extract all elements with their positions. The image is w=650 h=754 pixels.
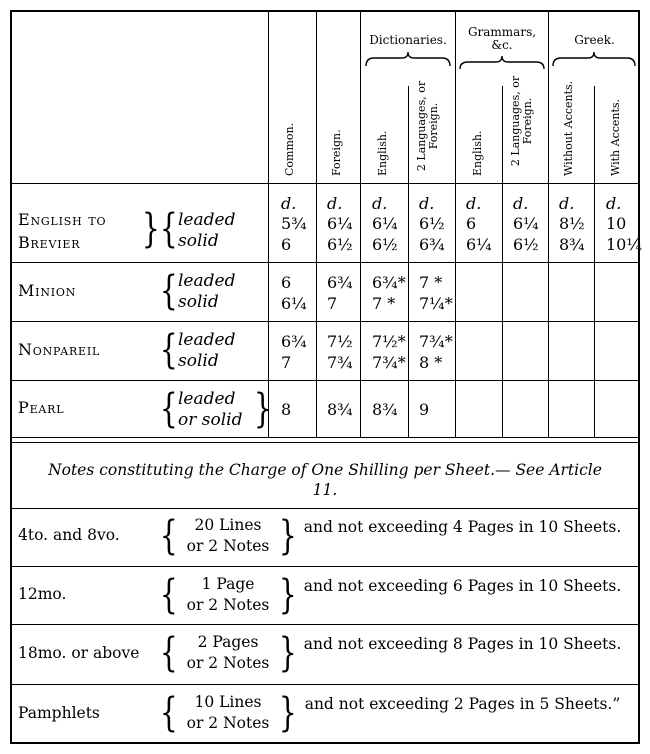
- brace-right: }: [278, 690, 297, 736]
- cell-value: 8: [281, 400, 292, 419]
- cell-value: 6¼: [466, 235, 492, 254]
- cell-value: 8½: [559, 214, 585, 233]
- unit-d: d.: [281, 194, 297, 213]
- col-greek-without: Without Accents.: [562, 80, 575, 176]
- format-line1: 20 Lines: [194, 516, 262, 534]
- unit-d: d.: [419, 194, 435, 213]
- row-rule: [10, 262, 640, 263]
- row-label-nonpareil: Nonpareil: [18, 340, 101, 359]
- column-rule: [594, 86, 595, 438]
- cell-value: 7¼*: [419, 294, 453, 313]
- format-line1: 10 Lines: [194, 693, 262, 711]
- row-rule: [10, 380, 640, 381]
- format-line1: 1 Page: [201, 575, 255, 593]
- dictionaries-header: Dictionaries.: [369, 33, 447, 47]
- cell-value: 7 *: [419, 273, 443, 292]
- cell-value: 8 *: [419, 353, 443, 372]
- cell-value: 6¾: [281, 332, 307, 351]
- section-rule: [10, 508, 640, 509]
- col-gram-english: English.: [471, 130, 484, 176]
- cell-value: 8¾: [372, 400, 398, 419]
- cell-value: 6¾*: [372, 273, 406, 292]
- row-rule: [10, 321, 640, 322]
- cell-value: 7¾*: [372, 353, 406, 372]
- unit-d: d.: [513, 194, 529, 213]
- brace-right: }: [278, 513, 297, 559]
- cell-value: 6½: [419, 214, 445, 233]
- brace-right: }: [278, 630, 297, 676]
- cell-value: 6¼: [513, 214, 539, 233]
- notes-heading: Notes constituting the Charge of One Shilling per Sheet.— See Article 11.: [48, 461, 602, 499]
- sub-or-solid: or solid: [178, 410, 243, 430]
- cell-value: 7¾*: [419, 332, 453, 351]
- column-rule: [268, 10, 269, 438]
- greek-brace: [551, 50, 637, 68]
- brace-left: {: [159, 572, 178, 618]
- row-label-english-to: English to: [18, 210, 107, 229]
- format-line2: or 2 Notes: [186, 714, 270, 732]
- sub-solid: solid: [178, 351, 219, 371]
- brace-left: {: [159, 690, 178, 736]
- cell-value: 6½: [513, 235, 539, 254]
- col-gram-two-lang: 2 Languages, or Foreign.: [509, 75, 534, 167]
- row-label-brevier: Brevier: [18, 233, 81, 252]
- brace-left: {: [159, 513, 178, 559]
- format-name: 4to. and 8vo.: [18, 526, 120, 544]
- brace-right: }: [278, 572, 297, 618]
- column-rule: [455, 10, 456, 438]
- col-foreign: Foreign.: [330, 129, 343, 176]
- cell-value: 6¼: [372, 214, 398, 233]
- format-text: and not exceeding 8 Pages in 10 Sheets.: [303, 635, 622, 653]
- unit-d: d.: [372, 194, 388, 213]
- unit-d: d.: [466, 194, 482, 213]
- cell-value: 8¾: [327, 400, 353, 419]
- dictionaries-brace: [364, 50, 452, 68]
- cell-value: 6½: [327, 235, 353, 254]
- col-common: Common.: [283, 122, 296, 176]
- row-label-minion: Minion: [18, 281, 77, 300]
- cell-value: 7: [281, 353, 292, 372]
- column-rule: [316, 10, 317, 438]
- format-text: and not exceeding 4 Pages in 10 Sheets.: [303, 518, 622, 536]
- sub-solid: solid: [178, 231, 219, 251]
- unit-d: d.: [327, 194, 343, 213]
- sub-leaded: leaded: [178, 330, 236, 350]
- format-text: and not exceeding 6 Pages in 10 Sheets.: [303, 577, 622, 595]
- cell-value: 7 *: [372, 294, 396, 313]
- cell-value: 5¾: [281, 214, 307, 233]
- format-name: Pamphlets: [18, 704, 100, 722]
- unit-d: d.: [559, 194, 575, 213]
- format-line2: or 2 Notes: [186, 654, 270, 672]
- format-line2: or 2 Notes: [186, 596, 270, 614]
- format-text: and not exceeding 2 Pages in 5 Sheets.”: [304, 695, 621, 713]
- cell-value: 7: [327, 294, 338, 313]
- sub-leaded: leaded: [178, 210, 236, 230]
- unit-d: d.: [606, 194, 622, 213]
- double-rule-bottom: [10, 442, 640, 443]
- cell-value: 6¼: [327, 214, 353, 233]
- cell-value: 6½: [372, 235, 398, 254]
- col-dict-english: English.: [376, 130, 389, 176]
- format-line2: or 2 Notes: [186, 537, 270, 555]
- cell-value: 6¼: [281, 294, 307, 313]
- brace-right: }: [141, 206, 160, 252]
- cell-value: 8¾: [559, 235, 585, 254]
- cell-value: 7½: [327, 332, 353, 351]
- cell-value: 7½*: [372, 332, 406, 351]
- cell-value: 6: [281, 273, 292, 292]
- cell-value: 10: [606, 214, 627, 233]
- format-name: 12mo.: [18, 585, 67, 603]
- section-rule: [10, 566, 640, 567]
- section-rule: [10, 624, 640, 625]
- row-label-pearl: Pearl: [18, 398, 65, 417]
- cell-value: 9: [419, 400, 430, 419]
- column-rule: [548, 10, 549, 438]
- section-rule: [10, 684, 640, 685]
- col-greek-with: With Accents.: [609, 98, 622, 176]
- cell-value: 7¾: [327, 353, 353, 372]
- column-rule: [408, 86, 409, 438]
- header-rule: [10, 183, 640, 184]
- cell-value: 10¼: [606, 235, 642, 254]
- sub-leaded: leaded: [178, 389, 236, 409]
- cell-value: 6¾: [419, 235, 445, 254]
- column-rule: [502, 86, 503, 438]
- brace-left: {: [159, 206, 178, 252]
- brace-left: {: [159, 327, 178, 373]
- sub-solid: solid: [178, 292, 219, 312]
- greek-header: Greek.: [574, 33, 615, 47]
- double-rule-top: [10, 437, 640, 438]
- format-line1: 2 Pages: [197, 633, 259, 651]
- sub-leaded: leaded: [178, 271, 236, 291]
- brace-left: {: [159, 386, 178, 432]
- cell-value: 6: [281, 235, 292, 254]
- column-rule: [360, 10, 361, 438]
- format-name: 18mo. or above: [18, 644, 140, 662]
- brace-left: {: [159, 268, 178, 314]
- cell-value: 6: [466, 214, 477, 233]
- brace-right: }: [253, 386, 272, 432]
- brace-left: {: [159, 630, 178, 676]
- col-dict-two-lang: 2 Languages, or Foreign.: [415, 80, 440, 172]
- cell-value: 6¾: [327, 273, 353, 292]
- grammars-header: Grammars, &c.: [467, 25, 537, 52]
